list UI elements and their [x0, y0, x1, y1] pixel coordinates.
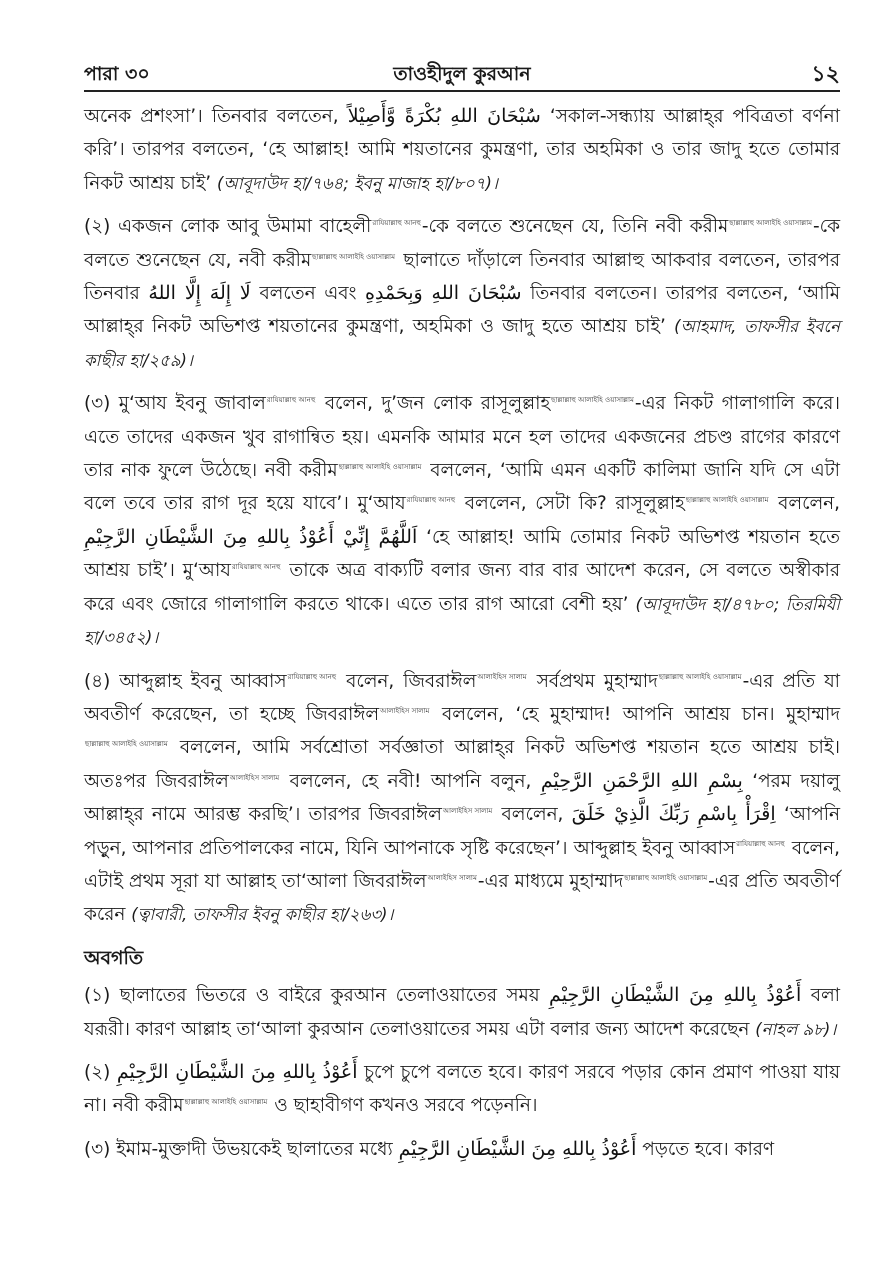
citation: (ত্বাবারী, তাফসীর ইবনু কাছীর হা/২৬৩)।	[131, 905, 394, 925]
text: অনেক প্রশংসা’। তিনবার বলতেন,	[84, 106, 339, 127]
honorific-saw: ছাল্লাল্লাহু আলাইহি ওয়াসাল্লাম	[658, 673, 742, 682]
text: -কে বলতে শুনেছেন যে, তিনি নবী করীম	[421, 216, 729, 238]
text: ‘পরম দয়ালু আল্লাহ্‌র নামে আরম্ভ করছি’। তারপর জিবরাঈল	[84, 770, 840, 826]
honorific-saw: ছাল্লাল্লাহু আলাইহি ওয়াসাল্লাম	[184, 1098, 268, 1107]
honorific-saw: ছাল্লাল্লাহু আলাইহি ওয়াসাল্লাম	[312, 252, 395, 261]
text: ও ছাহাবীগণ কখনও সরবে পড়েননি।	[274, 1095, 538, 1117]
text: ছালাতে দাঁড়ালে তিনবার আল্লাহু আকবার বলতেন, তারপর তিনবার	[84, 249, 840, 305]
honorific-ra: রাযিয়াল্লাহু আনহু	[266, 396, 316, 405]
text: (২)	[84, 1061, 111, 1083]
page-header	[84, 0, 840, 92]
arabic-text: بِسْمِ اللهِ الرَّحْمَنِ الرَّحِيْمِ	[540, 769, 743, 792]
text: (১) ছালাতের ভিতরে ও বাইরে কুরআন তেলাওয়াতের সময়	[84, 985, 540, 1007]
honorific-as: আলাইহিস সালাম	[442, 807, 493, 815]
text: বললেন,	[778, 493, 840, 515]
honorific-saw: ছাল্লাল্লাহু আলাইহি ওয়াসাল্লাম	[624, 873, 708, 882]
note-2	[84, 1056, 840, 1123]
text: পড়তে হবে। কারণ	[642, 1138, 775, 1160]
text: বললেন, আমি সর্বশ্রোতা সর্বজ্ঞাতা আল্লাহ্‌র নিকট অভিশপ্ত শয়তান হতে আশ্রয় চাই। অতঃপর জিবরাঈল	[84, 737, 840, 792]
arabic-text: أَعُوْذُ بِاللهِ مِنَ الشَّيْطَانِ الرَّجِيْمِ	[549, 984, 802, 1007]
text: -কে বলতে শুনেছেন যে, নবী করীম	[84, 216, 841, 271]
text: বললেন, ‘হে মুহাম্মাদ! আপনি আশ্রয় চান। মুহাম্মাদ	[442, 703, 840, 725]
honorific-ra: রাযিয়াল্লাহু আনহু	[736, 840, 785, 849]
arabic-text: سُبْحَانَ اللهِ وَبِحَمْدِهِ	[365, 282, 522, 305]
note-1	[84, 979, 840, 1046]
honorific-as: আলাইহিস সালাম	[427, 873, 477, 882]
citation: (নাহল ৯৮)।	[755, 1019, 837, 1039]
citation: (আবূদাউদ হা/৭৬৪; ইবনু মাজাহ হা/৮০৭)।	[217, 173, 498, 193]
honorific-saw: ছাল্লাল্লাহু আলাইহি ওয়াসাল্লাম	[338, 462, 422, 471]
arabic-text: سُبْحَانَ اللهِ بُكْرَةً وَّأَصِيْلاً	[347, 105, 541, 127]
arabic-text: أَعُوْذُ بِاللهِ مِنَ الشَّيْطَانِ الرَّجِيْمِ	[398, 1137, 637, 1160]
text: তাকে অত্র বাক্যটি বলার জন্য বার বার আদেশ করেন, সে বলতে অস্বীকার করে এবং জোরে গালাগালি করতে থাকে। এতে তার রাগ আরো বেশী হয়’	[84, 560, 840, 615]
text: বললেন, ‘আমি এমন একটি কালিমা জানি যদি সে এটা বলে তবে তার রাগ দূর হয়ে যাবে’। মু‘আয	[84, 460, 840, 515]
text: (৩) মু‘আয ইবনু জাবাল	[84, 393, 266, 415]
header-rule	[84, 90, 840, 92]
arabic-text: اَللَّهُمَّ إِنِّيْ أَعُوْذُ بِاللهِ مِنَ الشَّيْطَانِ الرَّجِيْمِ	[84, 525, 418, 548]
text: বলেন, জিবরাঈল	[346, 670, 477, 692]
text: বললেন,	[501, 804, 564, 826]
honorific-saw: ছাল্লাল্লাহু আলাইহি ওয়াসাল্লাম	[85, 740, 168, 749]
note-3	[84, 1133, 840, 1166]
para-number: পারা ৩০	[84, 63, 150, 85]
paragraph-intro	[84, 100, 840, 200]
text: (২) একজন লোক আবু উমামা বাহেলী	[84, 216, 372, 238]
text: বলতেন এবং	[259, 283, 357, 305]
text: বললেন, সেটা কি? রাসূলুল্লাহ	[464, 493, 685, 515]
honorific-saw: ছাল্লাল্লাহু আলাইহি ওয়াসাল্লাম	[729, 219, 813, 228]
arabic-text: اِقْرَأْ بِاسْمِ رَبِّكَ الَّذِيْ خَلَقَ	[571, 803, 776, 826]
honorific-as: আলাইহিস সালাম	[229, 773, 280, 782]
honorific-ra: রাযিয়াল্লাহু আনহু	[231, 563, 281, 572]
honorific-saw: ছাল্লাল্লাহু আলাইহি ওয়াসাল্লাম	[551, 396, 634, 405]
text: (৪) আব্দুল্লাহ ইবনু আব্বাস	[84, 670, 287, 692]
text: -এর প্রতি অবতীর্ণ করেন	[84, 870, 840, 926]
text: বলেন, দু’জন লোক রাসূলুল্লাহ	[324, 393, 551, 415]
honorific-ra: রাযিয়াল্লাহু আনহু	[287, 673, 337, 682]
text: তিনবার বলতেন। তারপর বলতেন, ‘আমি আল্লাহ্‌র নিকট অভিশপ্ত শয়তানের কুমন্ত্রণা, অহমিকা ও জাদু হতে আশ্রয় চাই’	[84, 283, 840, 338]
honorific-ra: রাযিয়াল্লাহু আনহু	[406, 496, 456, 505]
honorific-ra: রাযিয়াল্লাহু আনহু	[372, 219, 421, 228]
honorific-as: আলাইহিস সালাম	[477, 673, 527, 682]
paragraph-4	[84, 665, 840, 932]
text: ‘আপনি পড়ুন, আপনার প্রতিপালকের নামে, যিনি আপনাকে সৃষ্টি করেছেন’। আব্দুল্লাহ ইবনু আব্বাস	[84, 804, 840, 859]
arabic-text: أَعُوْذُ بِاللهِ مِنَ الشَّيْطَانِ الرَّجِيْمِ	[116, 1060, 358, 1083]
arabic-text: لَا إِلَهَ إِلَّا اللهُ	[148, 282, 251, 305]
page-number: ১২	[811, 62, 840, 87]
text: বলেন, এটাই প্রথম সূরা যা আল্লাহ তা‘আলা জিবরাঈল	[84, 837, 840, 892]
text: ‘সকাল-সন্ধ্যায় আল্লাহ্‌র পবিত্রতা বর্ণনা করি’। তারপর বলতেন, ‘হে আল্লাহ! আমি শয়তানের কুমন্ত্রণা, তার অহমিকা ও তার জাদু হতে তোমার নিকট আশ্রয় চাই’	[84, 106, 840, 194]
text: -এর নিকট গালাগালি করে। এতে তাদের একজন খুব রাগান্বিত হয়। এমনকি আমার মনে হল তাদের একজনের প্রচণ্ড রাগের কারণে তার নাক ফুলে উঠেছে। নবী করীম	[84, 393, 840, 482]
text: -এর মাধ্যমে মুহাম্মাদ	[477, 870, 624, 892]
citation: (আহমাদ, তাফসীর ইবনে কাছীর হা/২৫৯)।	[84, 317, 840, 370]
paragraph-2	[84, 210, 840, 377]
text: ‘হে আল্লাহ! আমি তোমার নিকট অভিশপ্ত শয়তান হতে আশ্রয় চাই’। মু‘আয	[84, 526, 840, 582]
text: সর্বপ্রথম মুহাম্মাদ	[536, 670, 658, 692]
page-content	[84, 100, 840, 1166]
text: বলা যরূরী। কারণ আল্লাহ তা‘আলা কুরআন তেলাওয়াতের সময় এটা বলার জন্য আদেশ করেছেন	[84, 985, 840, 1040]
section-heading: অবগতি	[84, 946, 144, 969]
text: -এর প্রতি যা অবতীর্ণ করেছেন, তা হচ্ছে জিবরাঈল	[84, 670, 840, 725]
citation: (আবূদাউদ হা/৪৭৮০; তিরমিযী হা/৩৪৫২)।	[84, 594, 840, 648]
honorific-saw: ছাল্লাল্লাহু আলাইহি ওয়াসাল্লাম	[685, 496, 769, 505]
text: (৩) ইমাম-মুক্তাদী উভয়কেই ছালাতের মধ্যে	[84, 1138, 393, 1160]
honorific-as: আলাইহিস সালাম	[380, 706, 430, 715]
paragraph-3	[84, 387, 840, 654]
book-title: তাওহীদুল কুরআন	[393, 63, 531, 85]
text: চুপে চুপে বলতে হবে। কারণ সরবে পড়ার কোন প্রমাণ পাওয়া যায় না। নবী করীম	[84, 1061, 840, 1117]
text: বললেন, হে নবী! আপনি বলুন,	[289, 770, 532, 792]
